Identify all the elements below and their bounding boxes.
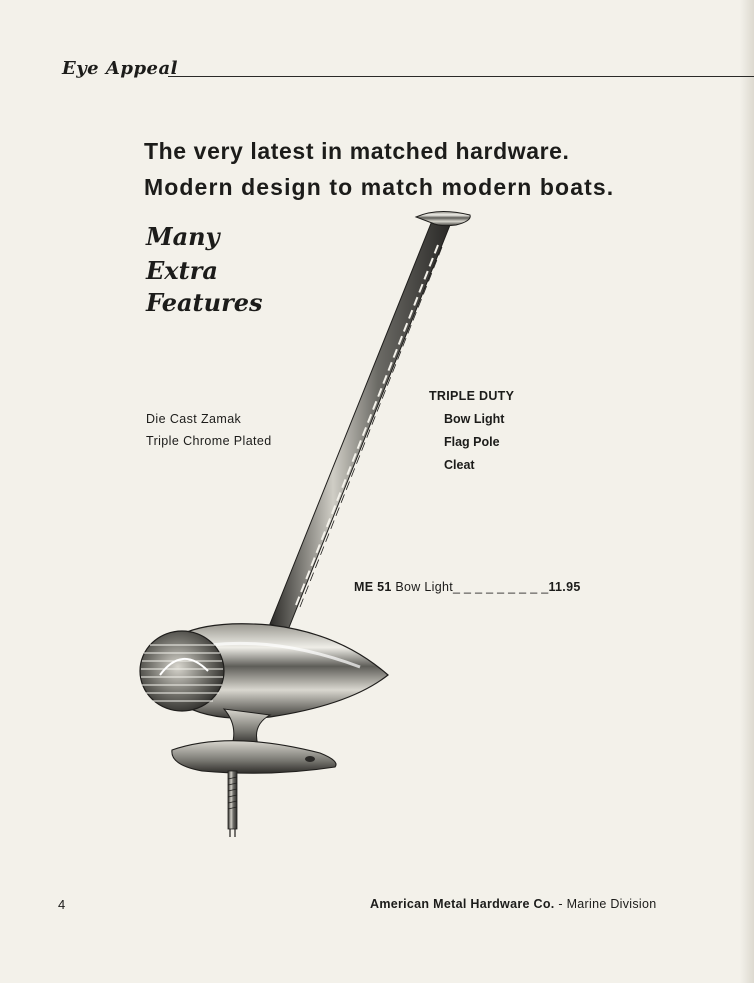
model-number: ME 51 — [354, 580, 392, 594]
bow-light-illustration — [120, 205, 480, 845]
script-callout-2: Extra — [146, 256, 218, 285]
duty-item-bow-light: Bow Light — [444, 412, 505, 426]
footer-credit — [370, 897, 657, 911]
spec-finish: Triple Chrome Plated — [146, 434, 272, 448]
duty-item-cleat: Cleat — [444, 458, 475, 472]
product-price: 11.95 — [548, 580, 581, 594]
price-line — [354, 580, 581, 594]
spec-material: Die Cast Zamak — [146, 412, 242, 426]
light-lens — [140, 631, 224, 711]
product-name: Bow Light — [395, 580, 454, 594]
headline-line-1: The very latest in matched hardware. — [144, 138, 570, 164]
header-rule — [168, 76, 754, 77]
script-callout-3: Features — [146, 288, 263, 317]
footer-division: Marine Division — [566, 897, 657, 911]
headline-line-2: Modern design to match modern boats. — [144, 174, 615, 200]
script-callout-1: Many — [146, 222, 220, 251]
page-number: 4 — [58, 897, 66, 912]
price-leader: _ _ _ _ _ _ _ _ _ — [453, 580, 549, 594]
cleat-base — [172, 709, 336, 837]
flag-pole — [270, 211, 470, 630]
footer-company: American Metal Hardware Co. — [370, 897, 555, 911]
duty-item-flag-pole: Flag Pole — [444, 435, 500, 449]
header-script-title: Eye Appeal — [62, 58, 178, 79]
page-edge-shadow — [740, 0, 754, 983]
triple-duty-title: TRIPLE DUTY — [429, 389, 515, 403]
footer-separator: - — [554, 897, 567, 911]
